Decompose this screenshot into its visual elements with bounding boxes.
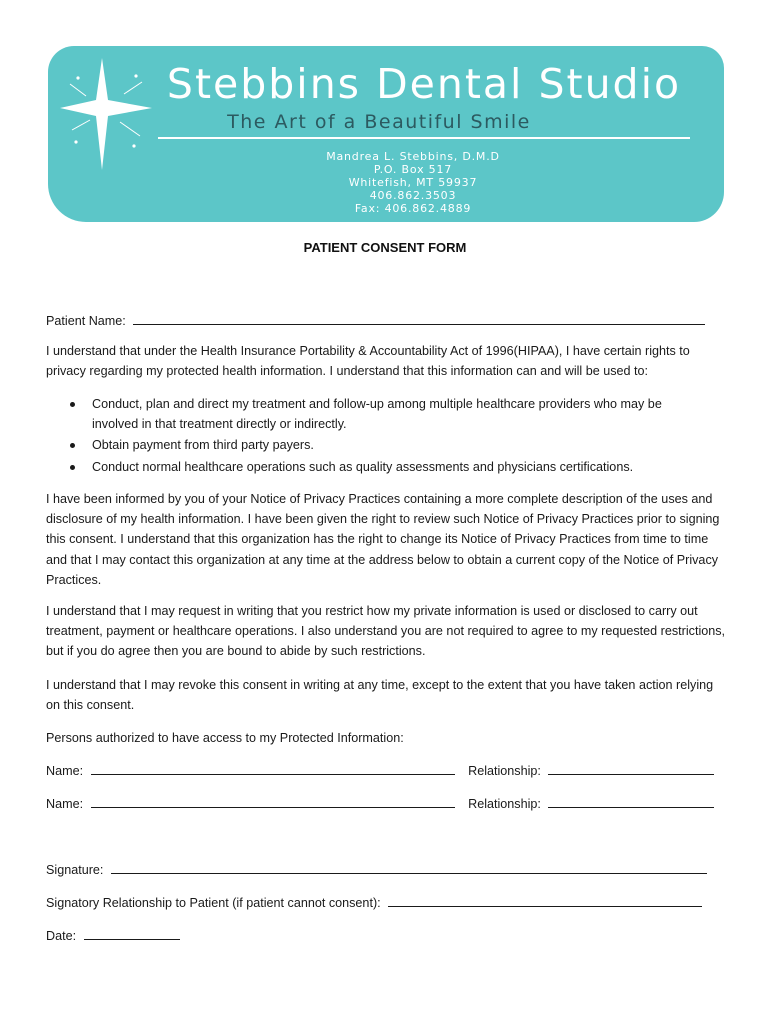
- signature-field[interactable]: [111, 860, 707, 874]
- authorized-person-row: [46, 794, 714, 814]
- clinic-name: Stebbins Dental Studio: [166, 60, 682, 108]
- authorized-name-field-2[interactable]: [91, 794, 455, 808]
- signatory-relationship-label: Signatory Relationship to Patient (if patient cannot consent):: [46, 896, 381, 910]
- authorized-name-field-1[interactable]: [91, 761, 455, 775]
- clinic-address: [300, 150, 526, 215]
- signatory-relationship-row: [46, 893, 702, 913]
- relationship-label: Relationship:: [468, 764, 541, 778]
- list-item: Conduct normal healthcare operations such as quality assessments and physicians certifications.: [46, 457, 706, 477]
- intro-paragraph: I understand that under the Health Insurance Portability & Accountability Act of 1996(HIPAA), I have certain rights to privacy regarding my protected health information. I understand that this information can and will be used to:: [46, 344, 690, 379]
- name-label: Name:: [46, 764, 84, 778]
- authorized-persons-label: Persons authorized to have access to my Protected Information:: [46, 731, 404, 745]
- date-field[interactable]: [84, 926, 180, 940]
- signature-label: Signature:: [46, 863, 104, 877]
- relationship-label: Relationship:: [468, 797, 541, 811]
- clinic-tagline: The Art of a Beautiful Smile: [227, 111, 531, 133]
- relationship-field-1[interactable]: [548, 761, 714, 775]
- sparkle-star-icon: [56, 56, 160, 172]
- patient-name-label: Patient Name:: [46, 314, 126, 328]
- date-row: [46, 926, 180, 946]
- phone-number: 406.862.3503: [369, 189, 457, 202]
- revocation-paragraph: I understand that I may revoke this consent in writing at any time, except to the extent that you have taken action relying on this consent.: [46, 678, 714, 713]
- name-label: Name:: [46, 797, 84, 811]
- patient-name-field[interactable]: [133, 311, 705, 325]
- banner-divider: [158, 137, 690, 139]
- usage-bullet-list: [46, 394, 706, 478]
- dentist-name: Mandrea L. Stebbins, D.M.D: [326, 150, 500, 163]
- list-item: Conduct, plan and direct my treatment and follow-up among multiple healthcare providers who may be involved in that treatment directly or indirectly.: [46, 394, 706, 434]
- authorized-person-row: [46, 761, 714, 781]
- restriction-paragraph: I understand that I may request in writing that you restrict how my private information is used or disclosed to carry out treatment, payment or healthcare operations. I also understand you are not required to agree to my requested restrictions, but if you do agree then you are bound to abide by such restrictions.: [46, 604, 726, 659]
- po-box: P.O. Box 517: [373, 163, 453, 176]
- signature-row: [46, 860, 707, 880]
- form-title: PATIENT CONSENT FORM: [303, 240, 467, 255]
- fax-number: Fax: 406.862.4889: [354, 202, 472, 215]
- list-item: Obtain payment from third party payers.: [46, 435, 706, 455]
- date-label: Date:: [46, 929, 77, 943]
- patient-name-row: [46, 311, 705, 331]
- signatory-relationship-field[interactable]: [388, 893, 702, 907]
- city-state-zip: Whitefish, MT 59937: [348, 176, 478, 189]
- relationship-field-2[interactable]: [548, 794, 714, 808]
- privacy-notice-paragraph: I have been informed by you of your Notice of Privacy Practices containing a more complete description of the uses and disclosure of my health information. I have been given the right to review such Notice of Privacy Practices prior to signing this consent. I understand that this organization has the right to change its Notice of Privacy Practices from time to time and that I may contact this organization at any time at the address below to obtain a current copy of the Notice of Privacy Practices.: [46, 492, 720, 587]
